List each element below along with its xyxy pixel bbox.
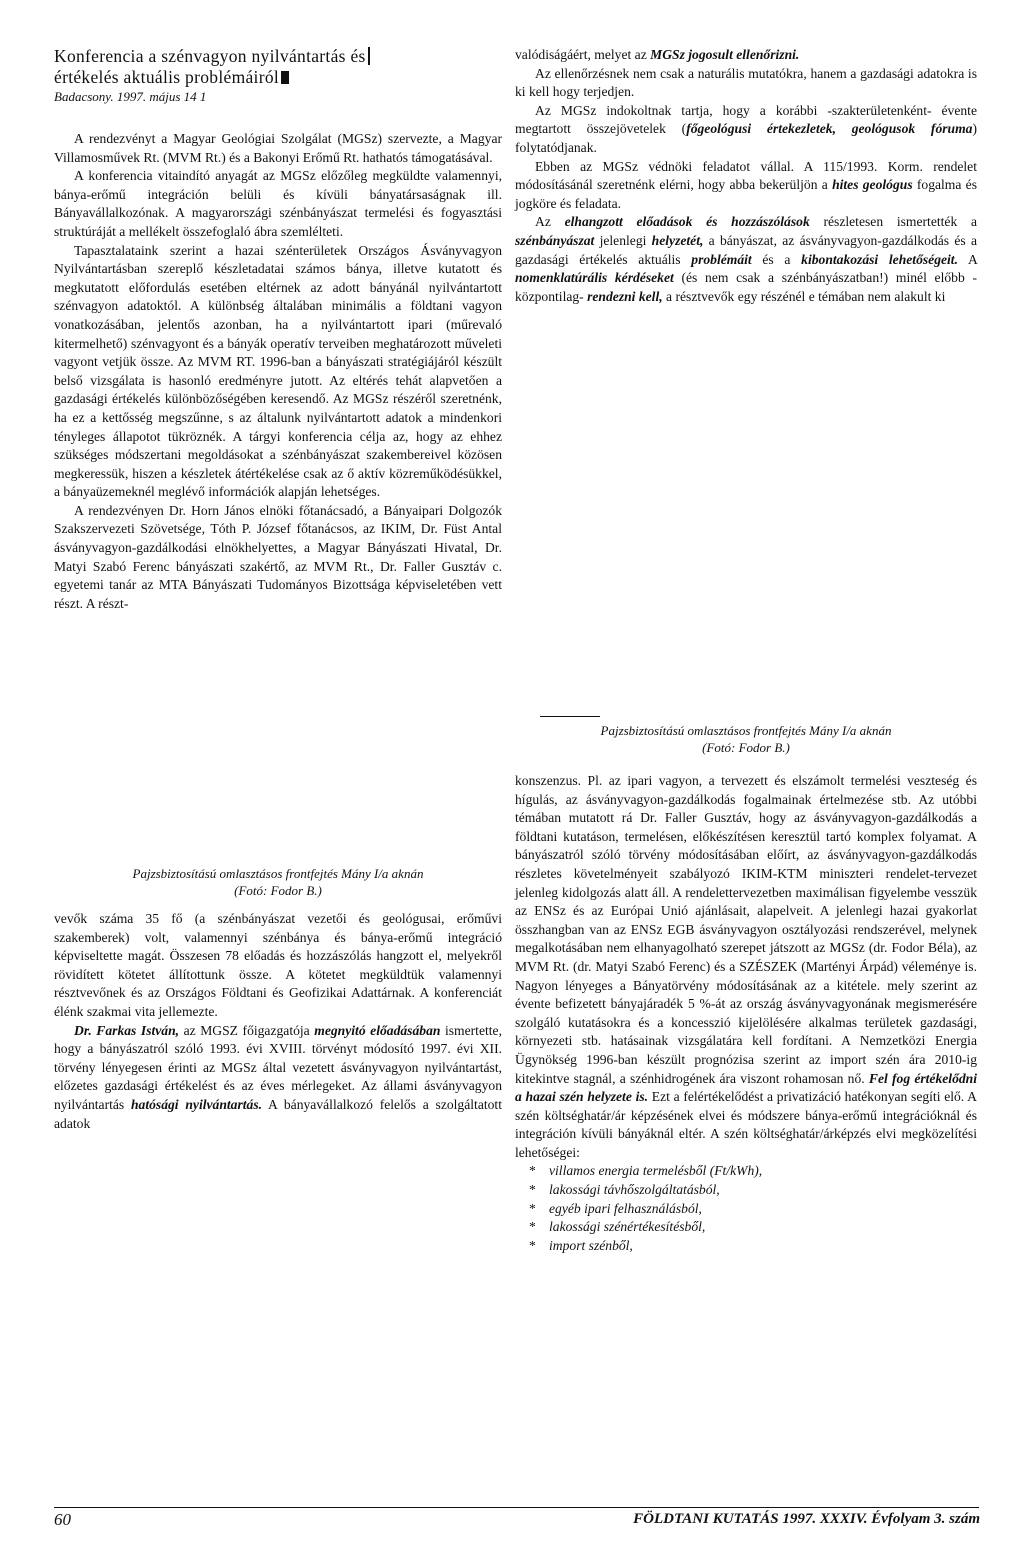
journal-title: FÖLDTANI KUTATÁS 1997. XXXIV. Évfolyam 3. szám <box>633 1511 980 1527</box>
text-run: a résztvevők egy részénél e témában nem alakult ki <box>662 288 946 304</box>
paragraph <box>515 158 977 214</box>
caption-credit: (Fotó: Fodor B.) <box>234 883 322 898</box>
emphasis: elhangzott előadások és hozzászólások <box>564 214 810 230</box>
emphasis: hites geológus <box>832 177 913 193</box>
article-title-line2: értékelés aktuális problémáiról <box>54 67 280 87</box>
left-column-bottom <box>54 910 502 1133</box>
paragraph <box>515 772 977 1162</box>
emphasis: problémáit <box>691 251 752 267</box>
list-item: * villamos energia termelésből (Ft/kWh), <box>549 1162 977 1181</box>
caption-text: Pajzsbiztosítású omlasztásos frontfejtés Mány I/a aknán <box>132 866 424 881</box>
text-run: a bányászat, az ásványvagyon-gazdálkodás és a gazdasági értékelés aktuális <box>515 232 977 267</box>
emphasis: Fel fog értékelődni a hazai szén helyzete is. <box>515 1070 978 1105</box>
emphasis: kibontakozási lehetőségeit. <box>801 251 958 267</box>
list-item: * import szénből, <box>549 1237 977 1256</box>
page-number: 60 <box>54 1510 71 1529</box>
figure-caption-right <box>515 722 977 756</box>
text-run: Ezt a felértékelődést a privatizáció hatékonyan segíti elő. A szén költséghatár/ár képzésének elvei és módszere bánya-erőmű integrációknál és integráción kívüli bányáknál eltér. A szén költséghatár/árképzés elvi megközelítési lehetőségei: <box>515 1089 977 1160</box>
photo-area-right <box>515 420 977 710</box>
text-run: jelenlegi <box>594 232 652 248</box>
emphasis: rendezni kell, <box>587 288 663 304</box>
emphasis: szénbányászat <box>515 232 595 248</box>
text-run: konszenzus. Pl. az ipari vagyon, a tervezett és elszámolt termelési veszteség és hígulás, az ásványvagyon-gazdálkodás fogalmainak értelmezése stb. Az utóbbi témában mutatott rá Dr. Faller Gusztáv, hogy az ásványvagyon-gazdálkodás a földtani kutatáson, termelésen, előkészítésen keresztül tartó komplex folyamat. A bányászatról szóló törvény módosításában előírt, az ásványvagyon-gazdálkodás részletes követelményeit szabályozó IKIM-KTM miniszteri rendelet-tervezet jelenleg kidolgozás alatt áll. A rendelettervezetben maximálisan figyelembe vesszük az ENSz és az Európai Unió ajánlásait, alapelveit. A jelenlegi hazai gyakorlat összhangban van az ENSz EGB ásványvagyon osztályozási rendszerével, melynek megalkotásában nem elhanyagolható szerepet játszott az MGSz (dr. Fodor Béla), az MVM Rt. (dr. Matyi Szabó Ferenc) és a SZÉSZEK (Martényi Árpád) véleménye is. Nagyon lényeges a Bányatörvény módosításának az a kitétele. mely szerint az évente befizetett bányajáradék 5 %-át az ország ásványvagyonának megismerésére szolgáló kutatásokra és a koncesszió kijelölésére alkalmas területek gazdasági, környezeti stb. hatásainak vizsgálatára kell fordítani. A Nemzetközi Energia Ügynökség 1996-ban készült prognózisa szerint az import szén ára 2010-ig kitekintve stagnál, a szénhidrogének ára viszont rohamosan nő. <box>515 773 977 1086</box>
emphasis: hatósági nyilvántartás. <box>130 1096 263 1112</box>
paragraph <box>515 102 977 158</box>
paragraph: A konferencia vitaindító anyagát az MGSz előzőleg megküldte valamennyi, bánya-erőmű integráción belüli és kívüli bányatársaságnak ill. Bányavállalkozónak. A magyarországi szénbányászat termelési és fogyasztási struktúráját a mellékelt összefoglaló ábra szemlélteti. <box>54 168 502 239</box>
article-title <box>54 46 502 88</box>
photo-area-left <box>54 815 502 865</box>
text-run: fogalma és jogköre és feladata. <box>515 177 977 211</box>
paragraph <box>515 46 977 65</box>
emphasis: helyzetét, <box>651 232 704 248</box>
text-run: ) folytatódjanak. <box>515 121 977 155</box>
text-run: és a <box>751 251 802 267</box>
paragraph: A rendezvényen Dr. Horn János elnöki főtanácsadó, a Bányaipari Dolgozók Szakszervezeti Szövetsége, Tóth P. József főtanácsos, az IKIM, Dr. Füst Antal ásványvagyon-gazdálkodási elnökhelyettes, a Magyar Bányászati Hivatal, Dr. Matyi Szabó Ferenc bányászati szakértő, az MVM Rt., Dr. Faller Gusztáv c. egyetemi tanár az MTA Bányászati Tudományos Bizottsága képviseletében vett részt. A részt- <box>54 502 502 611</box>
emphasis: főgeológusi értekezletek, geológusok fóruma <box>686 121 973 137</box>
list-item: * lakossági távhőszolgáltatásból, <box>549 1181 977 1200</box>
text-run: Az MGSz indokoltnak tartja, hogy a korábbi -szakterületenként- évente megtartott összejövetelek ( <box>515 102 977 137</box>
text-run: A bányavállalkozó felelős a szolgáltatott adatok <box>54 1096 502 1131</box>
figure-caption-left <box>54 865 502 899</box>
caption-text: Pajzsbiztosítású omlasztásos frontfejtés Mány I/a aknán <box>600 723 892 738</box>
article-title-line1: Konferencia a szénvagyon nyilvántartás és <box>54 46 366 66</box>
text-run: ismertette, hogy a bányászatról szóló 1993. évi XVIII. törvényt módosító 1997. évi XII. törvény lényegesen érinti az MGSz által vezetett ásványvagyon nyilvántartást, előzetes gazdasági értékelést és az éves mérlegeket. Az állami ásványvagyon nyilvántartás <box>54 1022 502 1112</box>
emphasis: megnyitó előadásában <box>314 1022 441 1038</box>
bar-mark-icon <box>368 47 370 65</box>
emphasis: MGSz jogosult ellenőrizni. <box>650 47 800 62</box>
text-run: az MGSZ főigazgatója <box>179 1022 315 1038</box>
right-column-bottom <box>515 772 977 1255</box>
caption-credit: (Fotó: Fodor B.) <box>702 740 790 755</box>
right-column-top <box>515 46 977 306</box>
article-header <box>54 46 502 106</box>
square-mark-icon <box>281 71 289 84</box>
text-run: (és nem csak a szénbányászatban!) minél előbb -központilag- <box>515 270 977 304</box>
paragraph: A rendezvényt a Magyar Geológiai Szolgálat (MGSz) szervezte, a Magyar Villamosművek Rt. (MVM Rt.) és a Bakonyi Erőmű Rt. hathatós támogatásával. <box>54 131 502 165</box>
text-run: Az <box>535 214 565 230</box>
paragraph <box>54 1022 502 1134</box>
list-item: * egyéb ipari felhasználásból, <box>549 1200 977 1219</box>
paragraph: vevők száma 35 fő (a szénbányászat vezetői és geológusai, erőművi szakemberek) volt, valamennyi szénbánya és bánya-erőmű integráció képviseltette magát. Összesen 78 előadás és hozzászólás hangzott el, melyekről rövidített kötetet állítottunk össze. A kötetet megküldtük valamennyi résztvevőnek és az Országos Földtani és Geofizikai Adattárnak. A konferenciát élénk szakmai vita jellemezte. <box>54 911 502 1019</box>
emphasis: nomenklatúrális kérdéseket <box>515 270 674 286</box>
paragraph: Az ellenőrzésnek nem csak a naturális mutatókra, hanem a gazdasági adatokra is ki kell hogy terjedjen. <box>515 65 977 100</box>
footer-rule <box>54 1507 979 1508</box>
text-run: részletesen ismertették a <box>809 214 978 230</box>
text-run: A <box>958 251 978 267</box>
paragraph: Tapasztalataink szerint a hazai szénterületek Országos Ásványvagyon Nyilvántartásban szereplő készletadatai számos bánya, illetve kutatott és megkutatott előfordulás esetében eltérnek az adott bányánál nyilvántartott szénvagyon adatoktól. A különbség általában minimális a földtani vagyon vonatkozásában, jelentős azonban, ha a nyilvántartott ipari (műrevaló kitermelhető) szénvagyont és a bányák operatív terveiben meghatározott műveleti vagyont vetjük össze. Az MVM RT. 1996-ban a bányászati stratégiájáról készült belső vizsgálata is hasonló eredményre jutott. Az eltérés tehát alapvetően a gazdasági értékelés különbözőségében keresendő. Az MGSz részéről szeretnénk, ha ez a kettősség megszűnne, s az általunk nyilvántartott adatok a mindenkori tényleges állapotot tükröznék. A tárgyi konferencia célja az, hogy az ehhez szükséges módszertani megoldásokat a szénbányászat szakembereivel közösen megkeressük, hiszen a készletek átértékelése csak az ő aktív közreműködésükkel, a bányaüzemeknél meglévő információk alapján lehetséges. <box>54 242 502 500</box>
text-run: Ebben az MGSz védnöki feladatot vállal. A 115/1993. Korm. rendelet módosításánál szeretnénk elérni, hogy abba bekerüljön a <box>515 158 977 193</box>
caption-rule <box>540 716 600 717</box>
left-column-top <box>54 130 502 613</box>
list-item: * lakossági szénértékesítésből, <box>549 1218 977 1237</box>
paragraph <box>515 213 977 306</box>
text-run: valódiságáért, melyet az <box>515 47 651 62</box>
speaker-name: Dr. Farkas István, <box>74 1022 180 1038</box>
cost-approach-list <box>515 1162 977 1255</box>
article-date: Badacsony. 1997. május 14 1 <box>54 89 207 104</box>
